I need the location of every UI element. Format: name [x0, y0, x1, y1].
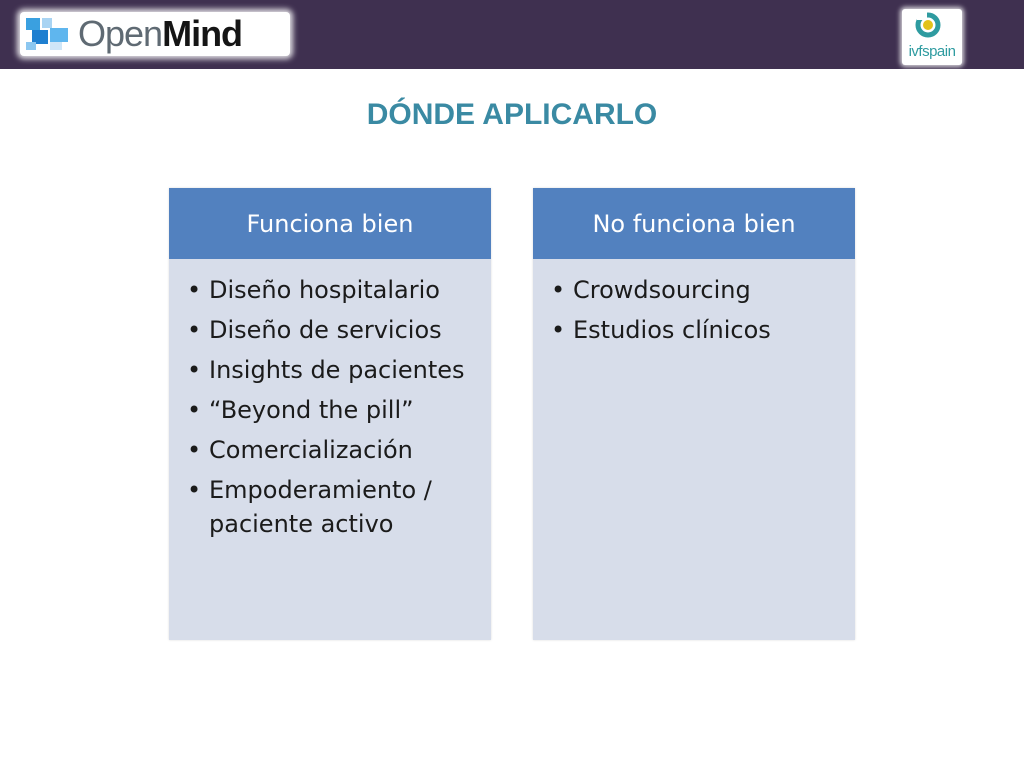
- bullet-list: [533, 259, 855, 347]
- bullet-icon: •: [187, 316, 202, 344]
- header-bar: [0, 0, 1024, 69]
- bullet-icon: •: [551, 316, 566, 344]
- openmind-squares-icon: [26, 16, 72, 52]
- ivfspain-wordmark: ivfspain: [908, 43, 956, 60]
- list-item: • Insights de pacientes: [187, 353, 469, 387]
- ivfspain-logo: [902, 9, 962, 65]
- ivfspain-ring-icon: [915, 12, 941, 38]
- list-item: • “Beyond the pill”: [187, 393, 469, 427]
- bullet-icon: •: [187, 276, 202, 304]
- list-item: • Empoderamiento / paciente activo: [187, 473, 469, 541]
- bullet-icon: •: [187, 356, 202, 384]
- slide-title: DÓNDE APLICARLO: [366, 98, 658, 131]
- bullet-icon: •: [187, 476, 202, 504]
- list-item: • Comercialización: [187, 433, 469, 467]
- panel-works-well: [169, 188, 491, 640]
- openmind-logo: [20, 12, 290, 56]
- bullet-icon: •: [187, 436, 202, 464]
- bullet-icon: •: [187, 396, 202, 424]
- bullet-list: [169, 259, 491, 541]
- list-item: • Crowdsourcing: [551, 273, 833, 307]
- list-item: • Diseño hospitalario: [187, 273, 469, 307]
- panel-heading: Funciona bien: [169, 188, 491, 259]
- panel-heading: No funciona bien: [533, 188, 855, 259]
- list-item: • Estudios clínicos: [551, 313, 833, 347]
- panel-does-not-work-well: [533, 188, 855, 640]
- bullet-icon: •: [551, 276, 566, 304]
- list-item: • Diseño de servicios: [187, 313, 469, 347]
- openmind-wordmark: OpenMind: [78, 13, 243, 54]
